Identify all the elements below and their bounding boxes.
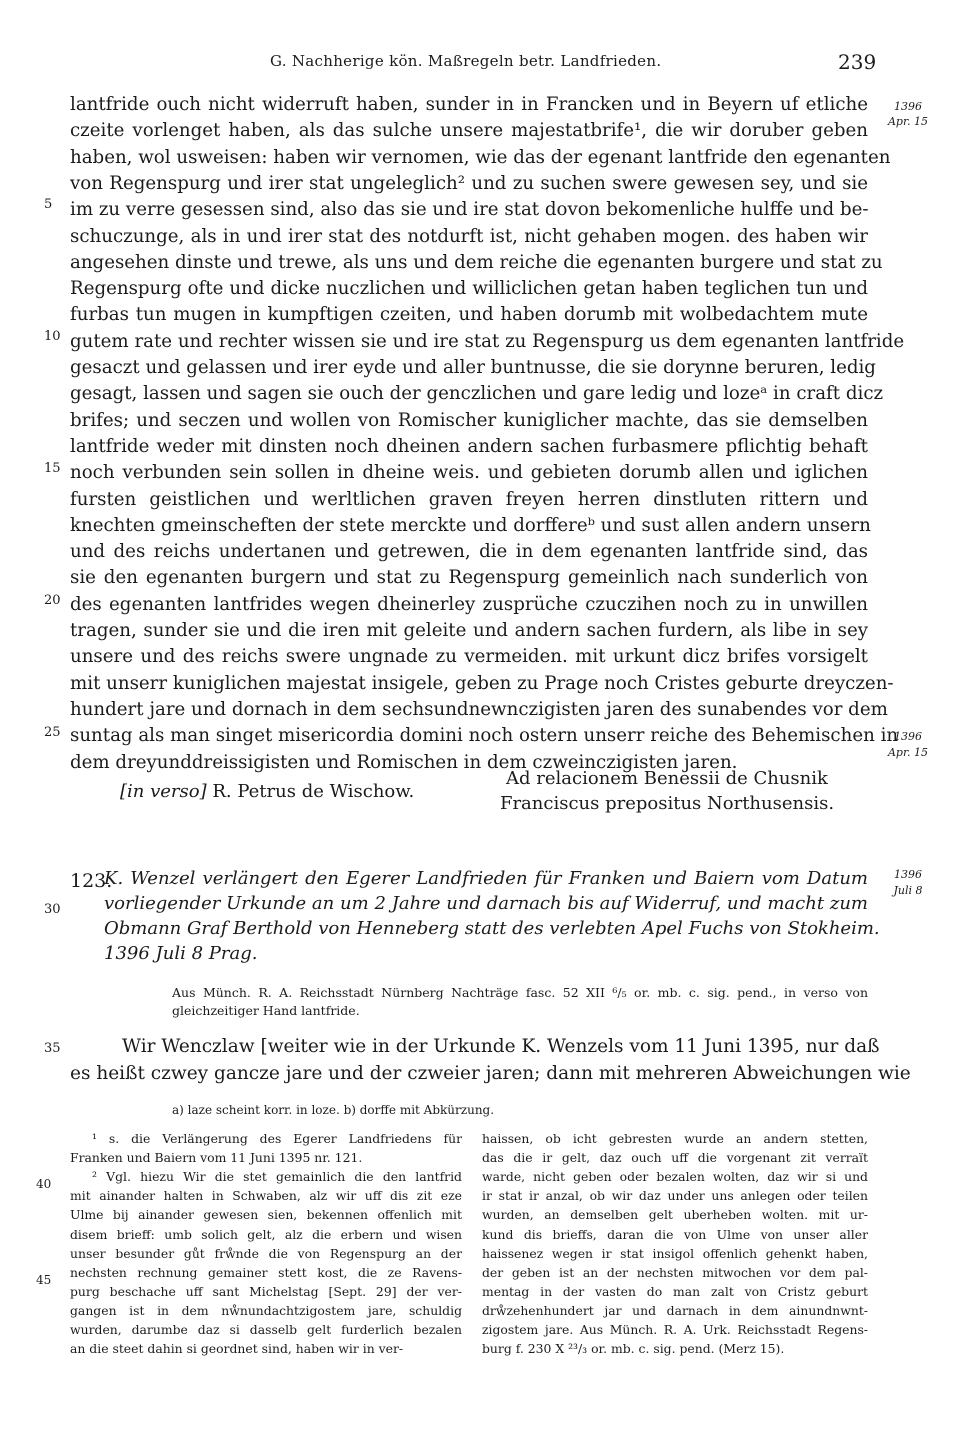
text-line: suntag als man singet misericordia domini noch ostern unserr reiche des Behemischen in <box>70 725 899 747</box>
source-line: gleichzeitiger Hand lantfride. <box>172 1003 360 1018</box>
page-number: 239 <box>838 50 877 74</box>
footnote-line: unser besunder gůt frẘnde die von Regenspurg an der <box>70 1245 462 1261</box>
footnote-line: mentag in der vasten do man zalt von Cristz geburt <box>482 1283 868 1299</box>
line-number: 5 <box>44 197 53 212</box>
document-number: 123. <box>70 870 113 892</box>
footnote-line: haissen, ob icht gebresten wurde an andern stetten, <box>482 1131 868 1146</box>
text-line: tragen, sunder sie und die iren mit geleite und andern sachen furdern, als libe in sey <box>70 620 868 641</box>
text-line: unsere und des reichs swere ungnade zu vermeiden. mit urkunt dicz brifes vorsigelt <box>70 646 868 668</box>
footnote-line: purg beschache uff sant Michelstag [Sept. 29] der ver- <box>70 1283 462 1299</box>
margin-date-day: Apr. 15 <box>887 115 929 128</box>
footnote-line: kund dis brieffs, daran die von Ulme von unser aller <box>482 1226 868 1242</box>
text-line: im zu verre gesessen sind, also das sie und ire stat dovon bekomenliche hulffe und be- <box>70 199 869 221</box>
text-line: lantfride ouch nicht widerruft haben, sunder in in Francken und in Beyern uf etliche <box>70 94 868 115</box>
text-line: czeite vorlenget haben, als das sulche unsere majestatbrife¹, die wir doruber geben <box>70 120 868 142</box>
line-number: 40 <box>36 1177 52 1191</box>
footnote-line: das die ir gelt, daz ouch uff die vorgenant zit verraït <box>482 1150 868 1166</box>
text-line: mit unserr kuniglichen majestat insigele, geben zu Prage noch Cristes geburte dreyczen- <box>70 672 894 694</box>
footnote-line: drẘzehenhundert jar und darnach in dem ainundnwnt- <box>482 1302 868 1318</box>
margin-date-year: 1396 <box>894 868 922 881</box>
margin-date-year: 1396 <box>894 730 922 743</box>
footnote-line: ¹ s. die Verlängerung des Egerer Landfriedens für <box>92 1131 462 1146</box>
footnote-line: burg f. 230 X ²³/₃ or. mb. c. sig. pend. (Merz 15). <box>482 1341 785 1357</box>
line-number: 45 <box>36 1273 52 1287</box>
footnote-line: Ulme bij ainander gewesen sien, bekennen offenlich mit <box>70 1207 462 1223</box>
text-line: noch verbunden sein sollen in dheine weis. und gebieten dorumb allen und iglichen <box>70 462 868 484</box>
footnote-line: der geben ist an der nechsten mitwochen vor dem pal- <box>482 1264 868 1280</box>
footnote-line: nechsten rechnung gemainer stett kost, die ze Ravens- <box>70 1264 462 1280</box>
text-line: Regenspurg ofte und dicke nuczlichen und williclichen getan haben teglichen tun und <box>70 278 868 300</box>
text-line: und des reichs undertanen und getrewen, die in dem egenanten lantfride sind, das <box>70 541 868 563</box>
margin-date-day: Apr. 15 <box>887 746 929 759</box>
signature-line-2: Franciscus prepositus Northusensis. <box>499 793 835 814</box>
regest-line: Obmann Graf Berthold von Henneberg statt des verlebten Apel Fuchs von Stokheim. <box>104 918 880 939</box>
margin-date-day: Juli 8 <box>893 884 923 897</box>
text-line: gesagt, lassen und sagen sie ouch der genczlichen und gare ledig und lozeᵃ in craft dicz <box>70 383 884 405</box>
footnote-line: wurden, darumbe daz si dasselb gelt furderlich bezalen <box>70 1322 462 1337</box>
text-line: haben, wol usweisen: haben wir vernomen, wie das der egenant lantfride den egenanten <box>70 146 891 168</box>
text-line: brifes; und seczen und wollen von Romischer kuniglicher machte, das sie demselben <box>70 409 868 431</box>
text-line: sie den egenanten burgern und stat zu Regenspurg gemeinlich nach sunderlich von <box>70 567 868 589</box>
text-line: angesehen dinste und trewe, als uns und dem reiche die egenanten burgere und stat zu <box>70 251 883 273</box>
document-text-line: es heißt czwey gancze jare und der czweier jaren; dann mit mehreren Abweichungen wie <box>70 1063 911 1084</box>
apparatus-note: a) laze scheint korr. in loze. b) dorffe mit Abkürzung. <box>172 1103 495 1117</box>
regest-line: vorliegender Urkunde an um 2 Jahre und darnach bis auf Widerruf, und macht zum <box>104 893 868 914</box>
footnote-line: haissenez wegen ir stat insigol offenlich gehenkt haben, <box>482 1245 868 1261</box>
footnote-line: Franken und Baiern vom 11 Juni 1395 nr. 121. <box>70 1150 363 1166</box>
text-line: knechten gmeinscheften der stete merckte und dorffereᵇ und sust allen andern unsern <box>70 514 871 536</box>
text-line: fursten geistlichen und werltlichen graven freyen herren dinstluten rittern und <box>70 488 868 510</box>
text-line: gesaczt und gelassen und irer eyde und aller buntnusse, die sie dorynne beruren, ledig <box>70 357 876 378</box>
text-line: von Regenspurg und irer stat ungeleglich² und zu suchen swere gewesen sey, und sie <box>70 172 868 194</box>
footnote-line: ir stat ir anzal, ob wir daz under uns anlegen oder teilen <box>482 1188 868 1204</box>
verso-label: [in verso] <box>120 781 207 802</box>
verso-name: R. Petrus de Wischow. <box>206 781 415 802</box>
footnote-line: gangen ist in dem nẘnundachtzigostem jare, schuldig <box>70 1302 462 1318</box>
footnote-line: ² Vgl. hiezu Wir die stet gemainlich die den lantfrid <box>92 1169 462 1185</box>
footnote-line: mit ainander halten in Schwaben, alz wir uff dis zit eze <box>70 1188 462 1204</box>
line-number: 20 <box>44 593 61 608</box>
verso-note <box>120 781 414 802</box>
text-line: des egenanten lantfrides wegen dheinerley zusprüche czuczihen noch zu in unwillen <box>70 593 868 615</box>
line-number: 30 <box>44 902 61 917</box>
source-line: Aus Münch. R. A. Reichsstadt Nürnberg Nachträge fasc. 52 XII ⁶/₅ or. mb. c. sig. pend., in verso von <box>172 985 868 1000</box>
text-line: gutem rate und rechter wissen sie und ire stat zu Regenspurg us dem egenanten lantfride <box>70 330 905 352</box>
line-number: 25 <box>44 725 61 740</box>
footnote-line: wurden, an demselben gelt uberheben wolten. mit ur- <box>482 1207 868 1223</box>
footnote-line: an die steet dahin si geordnet sind, haben wir in ver- <box>70 1341 404 1357</box>
text-line: schuczunge, als in und irer stat des notdurft ist, nicht gehaben mogen. des haben wir <box>70 225 868 247</box>
line-number: 35 <box>44 1041 61 1056</box>
text-line: hundert jare und dornach in dem sechsundnewnczigisten jaren des sunabendes vor dem <box>70 698 888 720</box>
running-title: G. Nachherige kön. Maßregeln betr. Landfrieden. <box>270 52 662 70</box>
footnote-line: zigostem jare. Aus Münch. R. A. Urk. Reichsstadt Regens- <box>482 1322 868 1337</box>
regest-line: 1396 Juli 8 Prag. <box>104 943 258 964</box>
text-line: dem dreyunddreissigisten und Romischen in dem czweinczigisten jaren. <box>70 751 738 773</box>
text-line: furbas tun mugen in kumpftigen czeiten, und haben dorumb mit wolbedachtem mute <box>70 304 868 326</box>
text-line: lantfride weder mit dinsten noch dheinen andern sachen furbasmere pflichtig behaft <box>70 435 868 457</box>
line-number: 15 <box>44 461 61 476</box>
footnote-line: disem brieff: umb solich gelt, alz die erbern und wisen <box>70 1226 462 1242</box>
footnote-line: warde, nicht geben oder bezalen wolten, daz wir si und <box>482 1169 868 1185</box>
regest-line: K. Wenzel verlängert den Egerer Landfrieden für Franken und Baiern vom Datum <box>104 868 868 889</box>
line-number: 10 <box>44 329 61 344</box>
signature-line-1: Ad relacionem Benessii de Chusnik <box>506 768 828 789</box>
margin-date-year: 1396 <box>894 100 922 113</box>
document-text-line: Wir Wenczlaw [weiter wie in der Urkunde K. Wenzels vom 11 Juni 1395, nur daß <box>122 1036 880 1057</box>
